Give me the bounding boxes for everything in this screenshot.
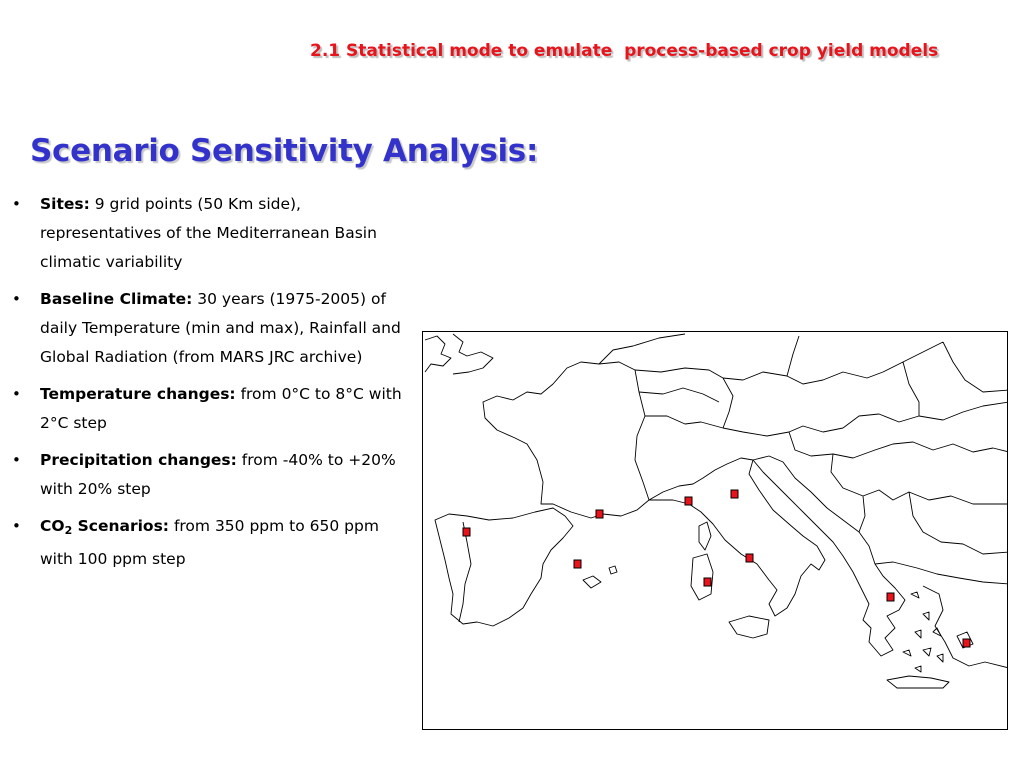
- bullet-temperature-changes: [12, 380, 412, 438]
- border-balkans: [789, 432, 1008, 584]
- bullet-label: Sites:: [40, 195, 90, 213]
- coastline-france: [483, 362, 649, 518]
- island-sicily: [729, 616, 769, 638]
- site-marker-2: [596, 510, 603, 518]
- coastline-british-isles: [425, 334, 493, 374]
- main-heading: Scenario Sensitivity Analysis:: [30, 133, 539, 169]
- slide-header-title: 2.1 Statistical mode to emulate process-based crop yield models: [310, 41, 939, 61]
- bullet-text: from -40% to +20% with 20% step: [40, 451, 396, 498]
- islands-aegean: [903, 592, 943, 672]
- island-balearic: [583, 566, 617, 588]
- island-crete: [887, 676, 949, 688]
- bullet-precipitation-changes: [12, 446, 412, 504]
- site-markers: [463, 490, 970, 647]
- site-marker-7: [704, 578, 711, 586]
- bullet-co2-scenarios: [12, 512, 412, 574]
- europe-map: [422, 331, 1008, 730]
- bullet-text: from 350 ppm to 650 ppm with 100 ppm step: [40, 517, 379, 568]
- site-marker-9: [963, 639, 970, 647]
- bullet-label: Precipitation changes:: [40, 451, 237, 469]
- coastline-balkans: [753, 456, 905, 656]
- bullet-dot-icon: •: [12, 385, 21, 403]
- site-marker-6: [746, 554, 753, 562]
- border-central-europe: [599, 334, 1008, 436]
- map-outlines: [425, 334, 1008, 688]
- site-marker-4: [685, 497, 692, 505]
- bullet-label: Temperature changes:: [40, 385, 236, 403]
- bullet-dot-icon: •: [12, 451, 21, 469]
- bullet-dot-icon: •: [12, 290, 21, 308]
- bullet-text: from 0°C to 8°C with 2°C step: [40, 385, 402, 432]
- site-marker-3: [574, 560, 581, 568]
- bullet-text: 30 years (1975-2005) of daily Temperature (min and max), Rainfall and Global Radiation (from MARS JRC archive): [40, 290, 401, 366]
- bullet-sites: [12, 190, 412, 277]
- bullet-dot-icon: •: [12, 517, 21, 535]
- bullet-list: [12, 190, 412, 582]
- bullet-dot-icon: •: [12, 195, 21, 213]
- site-marker-1: [463, 528, 470, 536]
- bullet-text: 9 grid points (50 Km side), representatives of the Mediterranean Basin climatic variability: [40, 195, 377, 271]
- coastline-iberia: [435, 508, 573, 626]
- bullet-label: Baseline Climate:: [40, 290, 193, 308]
- island-corsica: [699, 522, 711, 550]
- site-marker-5: [731, 490, 738, 498]
- bullet-baseline-climate: [12, 285, 412, 372]
- border-spain-portugal: [459, 522, 471, 622]
- island-sardinia: [691, 554, 713, 600]
- map-svg: [423, 332, 1008, 730]
- site-marker-8: [887, 593, 894, 601]
- coastline-anatolia: [923, 586, 1008, 668]
- bullet-label: $CO_2$ Scenarios:: [40, 517, 170, 537]
